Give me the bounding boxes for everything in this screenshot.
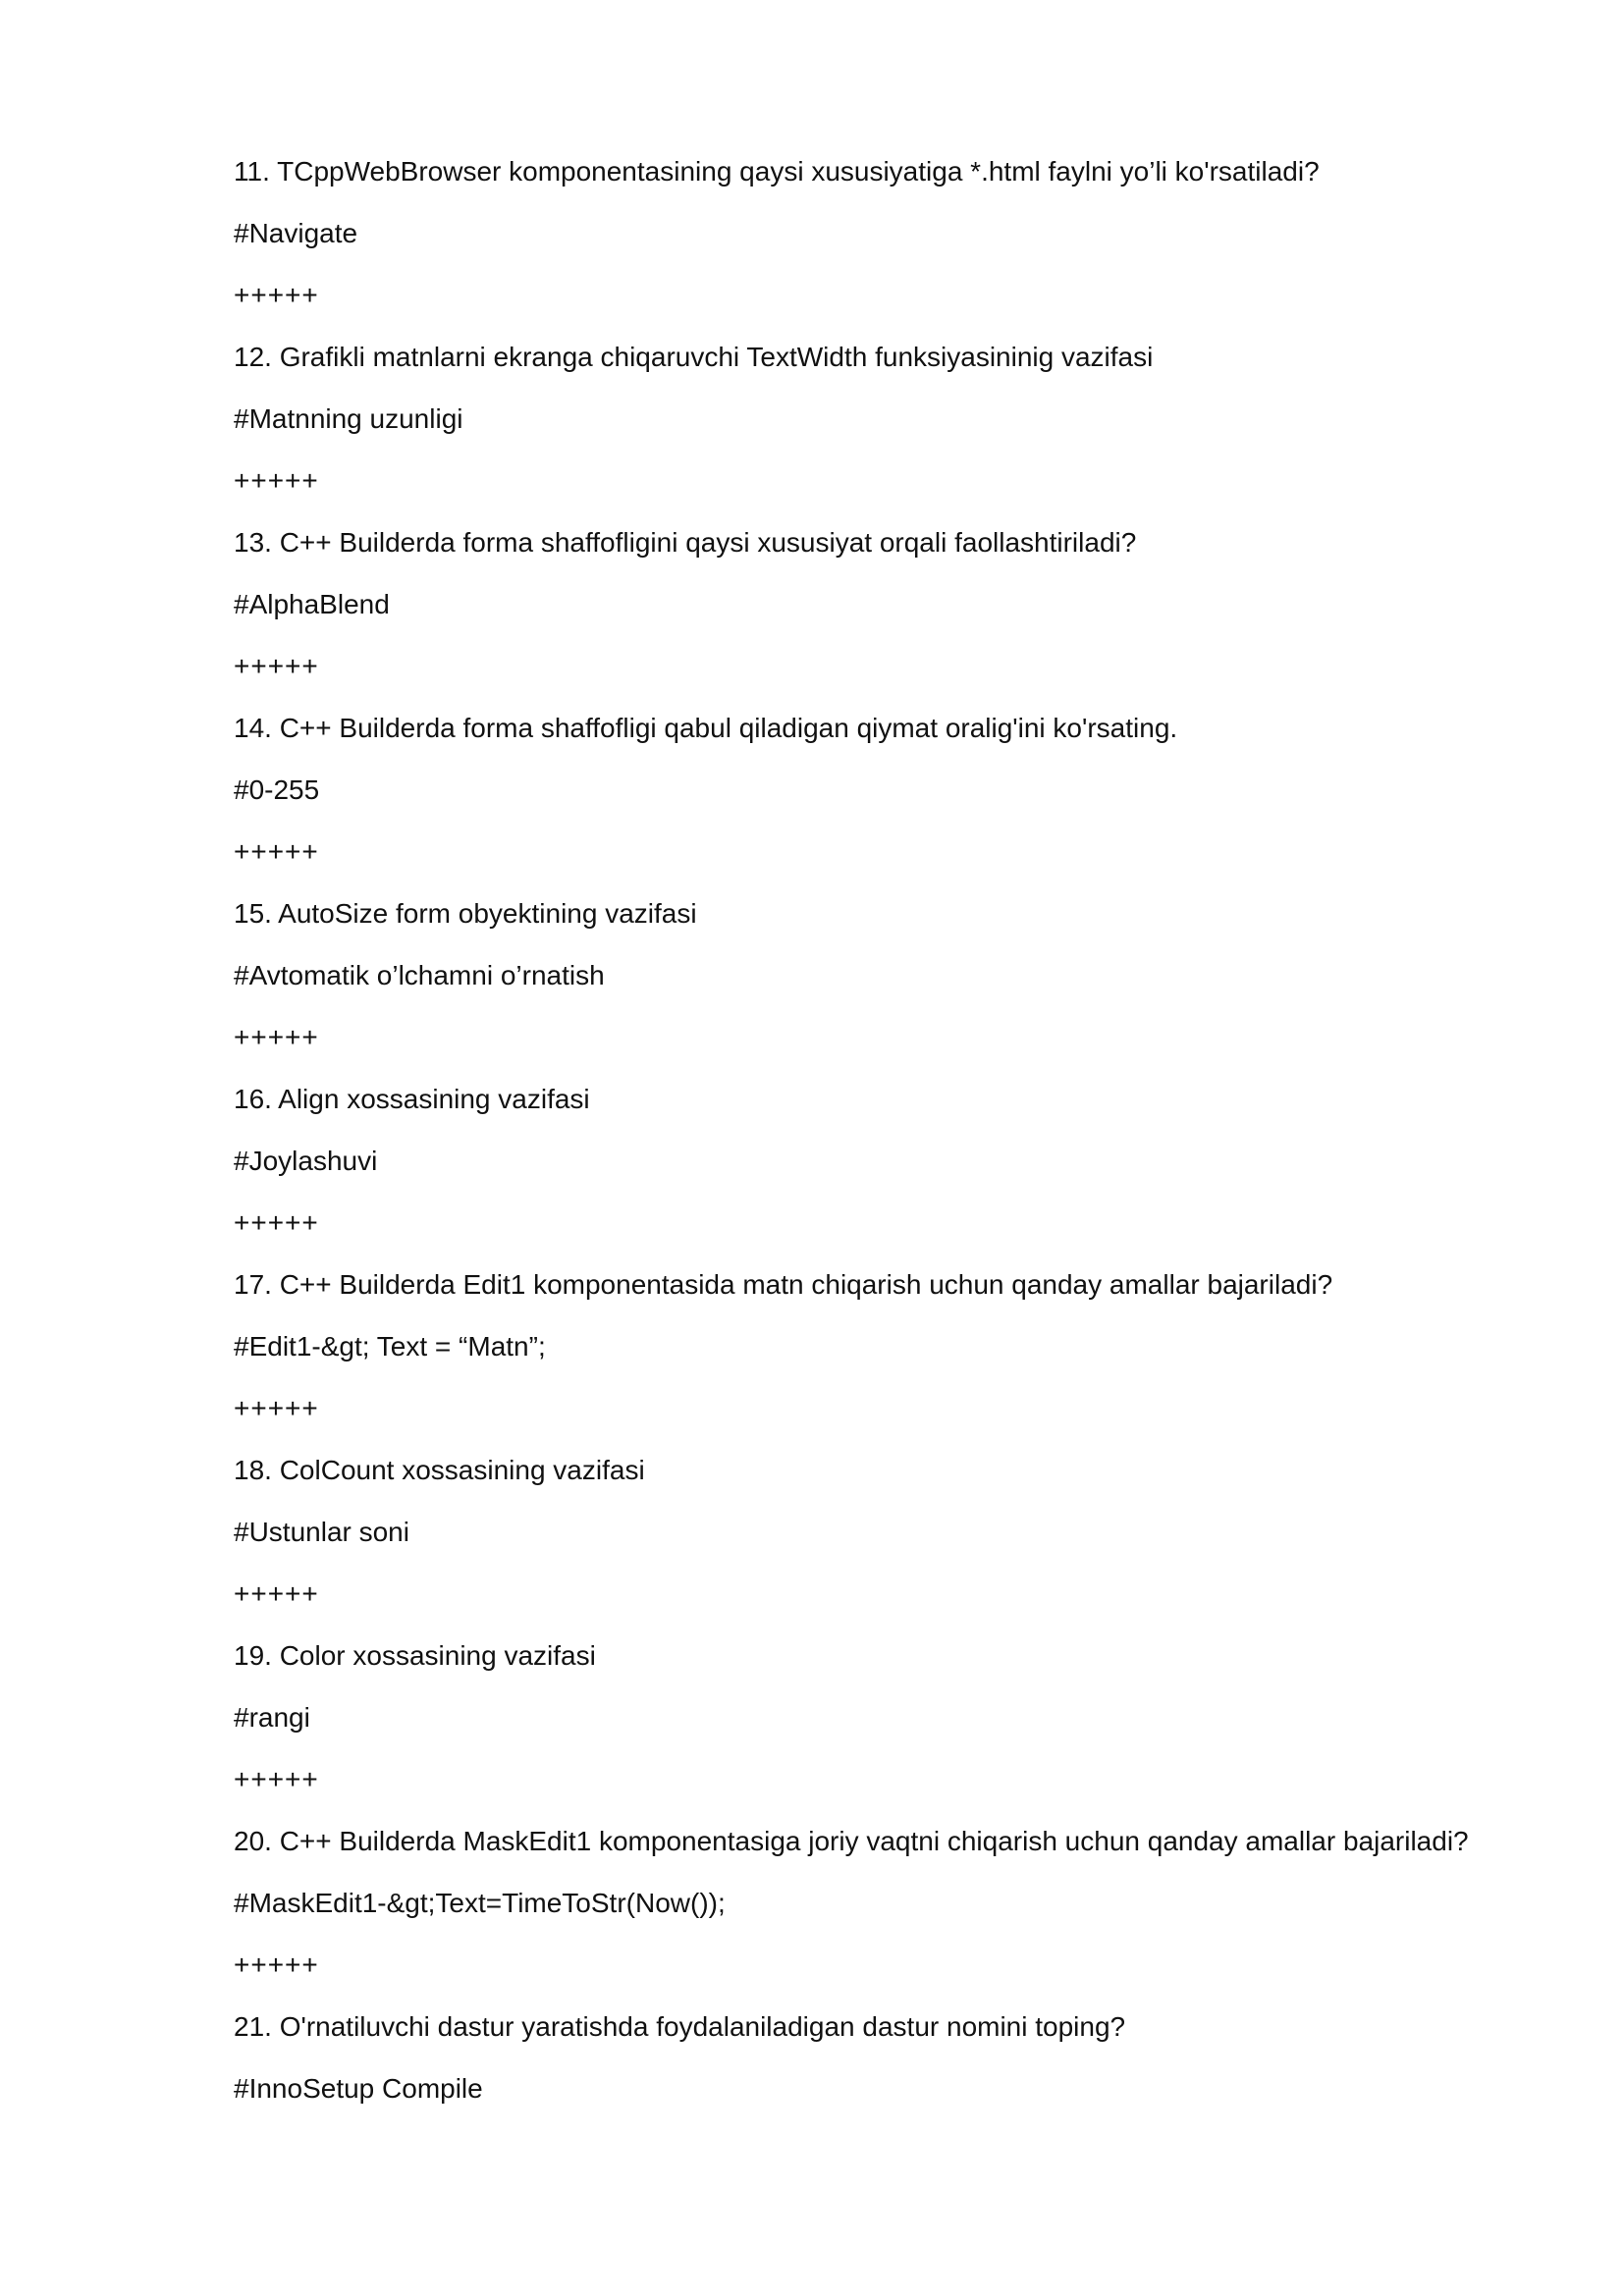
quiz-item-20 <box>234 1822 1549 2007</box>
question-text: 16. Align xossasining vazifasi <box>234 1084 590 1114</box>
separator-line: +++++ <box>234 1393 319 1423</box>
separator-line: +++++ <box>234 1207 319 1238</box>
quiz-item-16 <box>234 1080 1549 1265</box>
quiz-content <box>234 152 1549 2131</box>
quiz-item-12 <box>234 338 1549 523</box>
quiz-item-11 <box>234 152 1549 338</box>
question-text: 13. C++ Builderda forma shaffofligini qaysi xususiyat orqali faollashtiriladi? <box>234 527 1137 558</box>
separator-line: +++++ <box>234 1949 319 1980</box>
question-text: 20. C++ Builderda MaskEdit1 komponentasiga joriy vaqtni chiqarish uchun qanday amallar bajariladi? <box>234 1826 1469 1856</box>
question-text: 21. O'rnatiluvchi dastur yaratishda foydalaniladigan dastur nomini toping? <box>234 2011 1126 2042</box>
answer-text: #Ustunlar soni <box>234 1517 409 1547</box>
answer-text: #MaskEdit1-&gt;Text=TimeToStr(Now()); <box>234 1888 726 1918</box>
answer-text: #rangi <box>234 1702 310 1733</box>
separator-line: +++++ <box>234 280 319 310</box>
answer-text: #Joylashuvi <box>234 1146 378 1176</box>
answer-text: #Navigate <box>234 218 358 248</box>
quiz-item-17 <box>234 1265 1549 1451</box>
question-text: 12. Grafikli matnlarni ekranga chiqaruvchi TextWidth funksiyasininig vazifasi <box>234 342 1154 372</box>
answer-text: #Avtomatik o’lchamni o’rnatish <box>234 960 605 990</box>
quiz-item-15 <box>234 894 1549 1080</box>
answer-text: #InnoSetup Compile <box>234 2073 483 2104</box>
quiz-item-13 <box>234 523 1549 709</box>
quiz-item-14 <box>234 709 1549 894</box>
separator-line: +++++ <box>234 651 319 681</box>
quiz-item-18 <box>234 1451 1549 1636</box>
separator-line: +++++ <box>234 836 319 867</box>
answer-text: #Matnning uzunligi <box>234 403 463 434</box>
separator-line: +++++ <box>234 1578 319 1609</box>
quiz-item-19 <box>234 1636 1549 1822</box>
question-text: 18. ColCount xossasining vazifasi <box>234 1455 645 1485</box>
separator-line: +++++ <box>234 1764 319 1794</box>
question-text: 17. C++ Builderda Edit1 komponentasida matn chiqarish uchun qanday amallar bajariladi? <box>234 1269 1333 1300</box>
question-text: 14. C++ Builderda forma shaffofligi qabul qiladigan qiymat oralig'ini ko'rsating. <box>234 713 1178 743</box>
question-text: 15. AutoSize form obyektining vazifasi <box>234 898 697 929</box>
separator-line: +++++ <box>234 465 319 496</box>
answer-text: #Edit1-&gt; Text = “Matn”; <box>234 1331 546 1362</box>
answer-text: #0-255 <box>234 774 320 805</box>
question-text: 19. Color xossasining vazifasi <box>234 1640 596 1671</box>
answer-text: #AlphaBlend <box>234 589 390 619</box>
question-text: 11. TCppWebBrowser komponentasining qaysi xususiyatiga *.html faylni yo’li ko'rsatiladi? <box>234 156 1320 187</box>
separator-line: +++++ <box>234 1022 319 1052</box>
quiz-item-21 <box>234 2007 1549 2131</box>
